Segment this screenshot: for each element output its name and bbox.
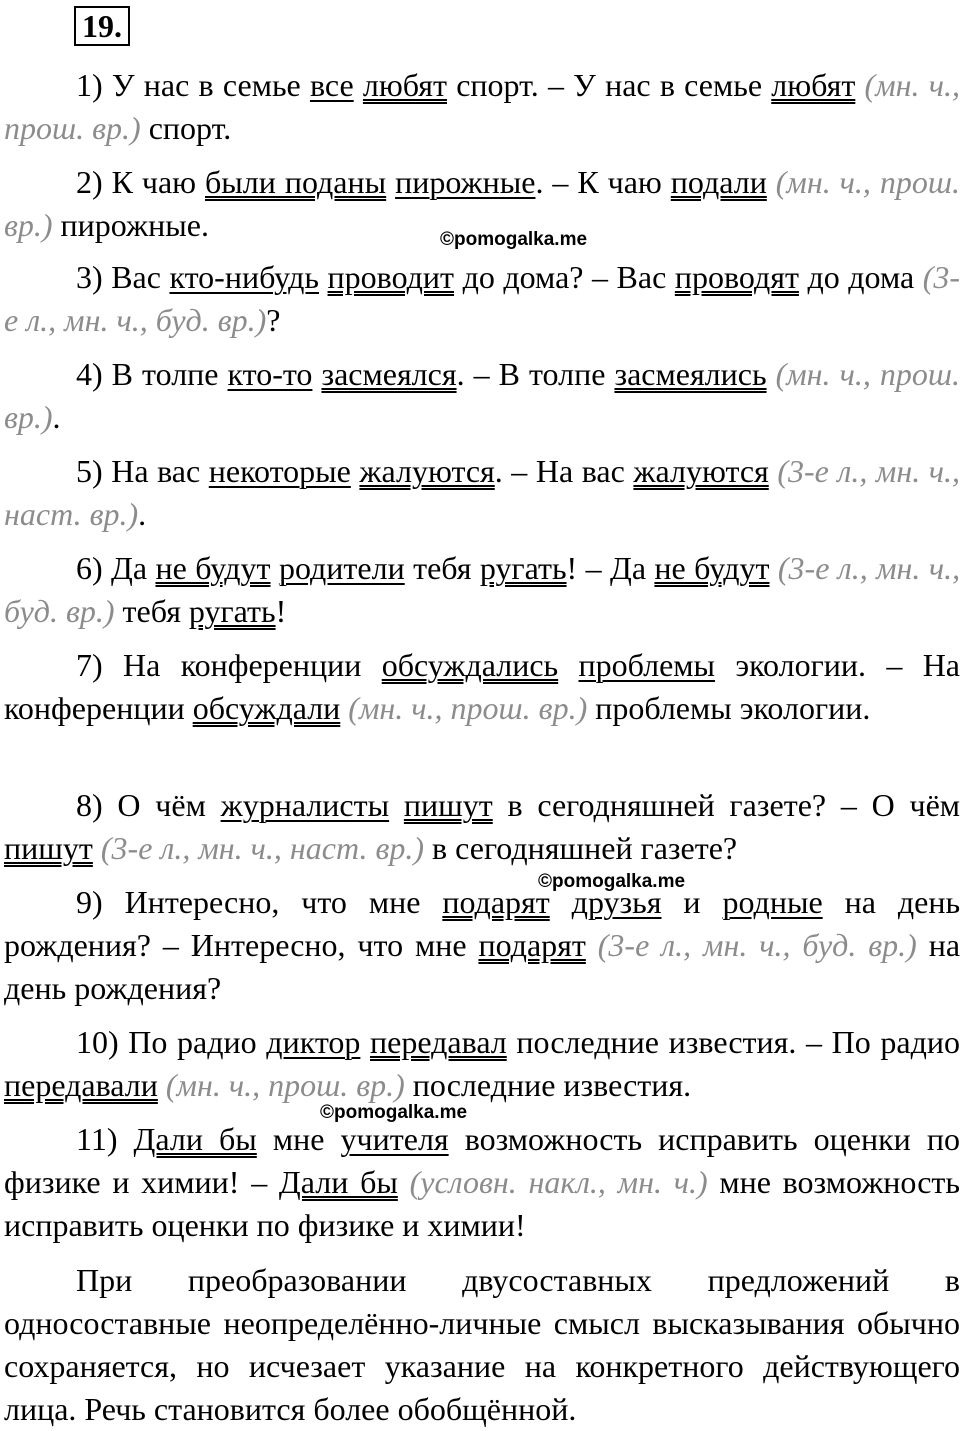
- predicate-word: не будут: [155, 550, 271, 586]
- predicate-word: подарят: [478, 927, 586, 963]
- predicate-word: засмеялся: [321, 356, 457, 392]
- subject-word: кто-нибудь: [169, 259, 319, 295]
- item-5: 5) На вас некоторые жалуются. – На вас жалуются (3-е л., мн. ч., наст. вр.).: [4, 453, 960, 532]
- grammar-note: (мн. ч., прош. вр.): [165, 1067, 405, 1103]
- subject-word: родители: [278, 550, 405, 586]
- predicate-word: Дали бы: [133, 1121, 257, 1157]
- predicate-word: засмеялись: [614, 356, 767, 392]
- predicate-word: ругать: [479, 550, 567, 586]
- watermark: ©pomogalka.me: [440, 229, 588, 250]
- subject-word: журналисты: [220, 787, 390, 823]
- item-8: 8) О чём журналисты пишут в сегодняшней газете? – О чём пишут (3-е л., мн. ч., наст. вр.) в сегодняшней газете?: [4, 787, 960, 866]
- conclusion-paragraph: При преобразовании двусоставных предложений в односоставные неопределённо-личные смысл высказывания обычно сохраняется, но исчезает указание на конкретного действующего лица. Речь становится более обобщённой.: [4, 1262, 960, 1427]
- predicate-word: Дали бы: [278, 1164, 398, 1200]
- watermark: ©pomogalka.me: [320, 1102, 468, 1123]
- grammar-note: (3-е л., мн. ч., наст. вр.): [4, 453, 960, 532]
- predicate-word: ругать: [188, 593, 276, 629]
- predicate-word: жалуются: [633, 453, 769, 489]
- item-1: 1) У нас в семье все любят спорт. – У нас в семье любят (мн. ч., прош. вр.) спорт.: [4, 67, 960, 146]
- item-9: 9) Интересно, что мне подарят друзья и родные на день рождения? – Интересно, что мне подарят (3-е л., мн. ч., буд. вр.) на день рождения?: [4, 884, 960, 1006]
- grammar-note: (3-е л., мн. ч., буд. вр.): [4, 259, 960, 338]
- predicate-word: передавали: [4, 1067, 158, 1103]
- watermark: ©pomogalka.me: [538, 871, 686, 892]
- subject-word: кто-то: [227, 356, 313, 392]
- item-10: 10) По радио диктор передавал последние известия. – По радио передавали (мн. ч., прош. вр.) последние известия.: [4, 1024, 960, 1103]
- subject-word: проблемы: [578, 647, 716, 683]
- item-3: 3) Вас кто-нибудь проводит до дома? – Вас проводят до дома (3-е л., мн. ч., буд. вр.)?: [4, 259, 960, 338]
- predicate-word: любят: [362, 67, 447, 103]
- item-6: 6) Да не будут родители тебя ругать! – Да не будут (3-е л., мн. ч., буд. вр.) тебя ругать!: [4, 550, 960, 629]
- predicate-word: передавал: [370, 1024, 507, 1060]
- item-4: 4) В толпе кто-то засмеялся. – В толпе засмеялись (мн. ч., прош. вр.).: [4, 356, 960, 435]
- grammar-note: (3-е л., мн. ч., наст. вр.): [100, 830, 425, 866]
- grammar-note: (3-е л., мн. ч., буд. вр.): [4, 550, 960, 629]
- exercise-number: 19.: [74, 6, 130, 46]
- grammar-note: (мн. ч., прош. вр.): [4, 164, 960, 243]
- predicate-word: любят: [771, 67, 856, 103]
- predicate-word: проводят: [674, 259, 799, 295]
- predicate-word: жалуются: [359, 453, 495, 489]
- predicate-word: пишут: [403, 787, 493, 823]
- item-11: 11) Дали бы мне учителя возможность исправить оценки по физике и химии! – Дали бы (условн. накл., мн. ч.) мне возможность исправить оценки по физике и химии!: [4, 1121, 960, 1243]
- item-7: 7) На конференции обсуждались проблемы экологии. – На конференции обсуждали (мн. ч., прош. вр.) проблемы экологии.: [4, 647, 960, 726]
- predicate-word: не будут: [654, 550, 770, 586]
- predicate-word: пишут: [4, 830, 93, 866]
- predicate-word: были поданы: [205, 164, 387, 200]
- predicate-word: проводит: [327, 259, 455, 295]
- subject-word: пирожные: [395, 164, 536, 200]
- subject-word: все: [309, 67, 354, 103]
- grammar-note: (мн. ч., прош. вр.): [348, 690, 588, 726]
- grammar-note: (3-е л., мн. ч., буд. вр.): [597, 927, 917, 963]
- predicate-word: подали: [670, 164, 767, 200]
- predicate-word: обсуждались: [381, 647, 559, 683]
- grammar-note: (мн. ч., прош. вр.): [4, 67, 960, 146]
- grammar-note: (мн. ч., прош. вр.): [4, 356, 960, 435]
- grammar-note: (условн. накл., мн. ч.): [409, 1164, 708, 1200]
- subject-word: друзья: [571, 884, 662, 920]
- subject-word: диктор: [266, 1024, 361, 1060]
- predicate-word: подарят: [442, 884, 550, 920]
- subject-word: родные: [722, 884, 823, 920]
- subject-word: некоторые: [208, 453, 351, 489]
- item-2: 2) К чаю были поданы пирожные. – К чаю подали (мн. ч., прош. вр.) пирожные.: [4, 164, 960, 243]
- predicate-word: обсуждали: [192, 690, 341, 726]
- subject-word: учителя: [340, 1121, 449, 1157]
